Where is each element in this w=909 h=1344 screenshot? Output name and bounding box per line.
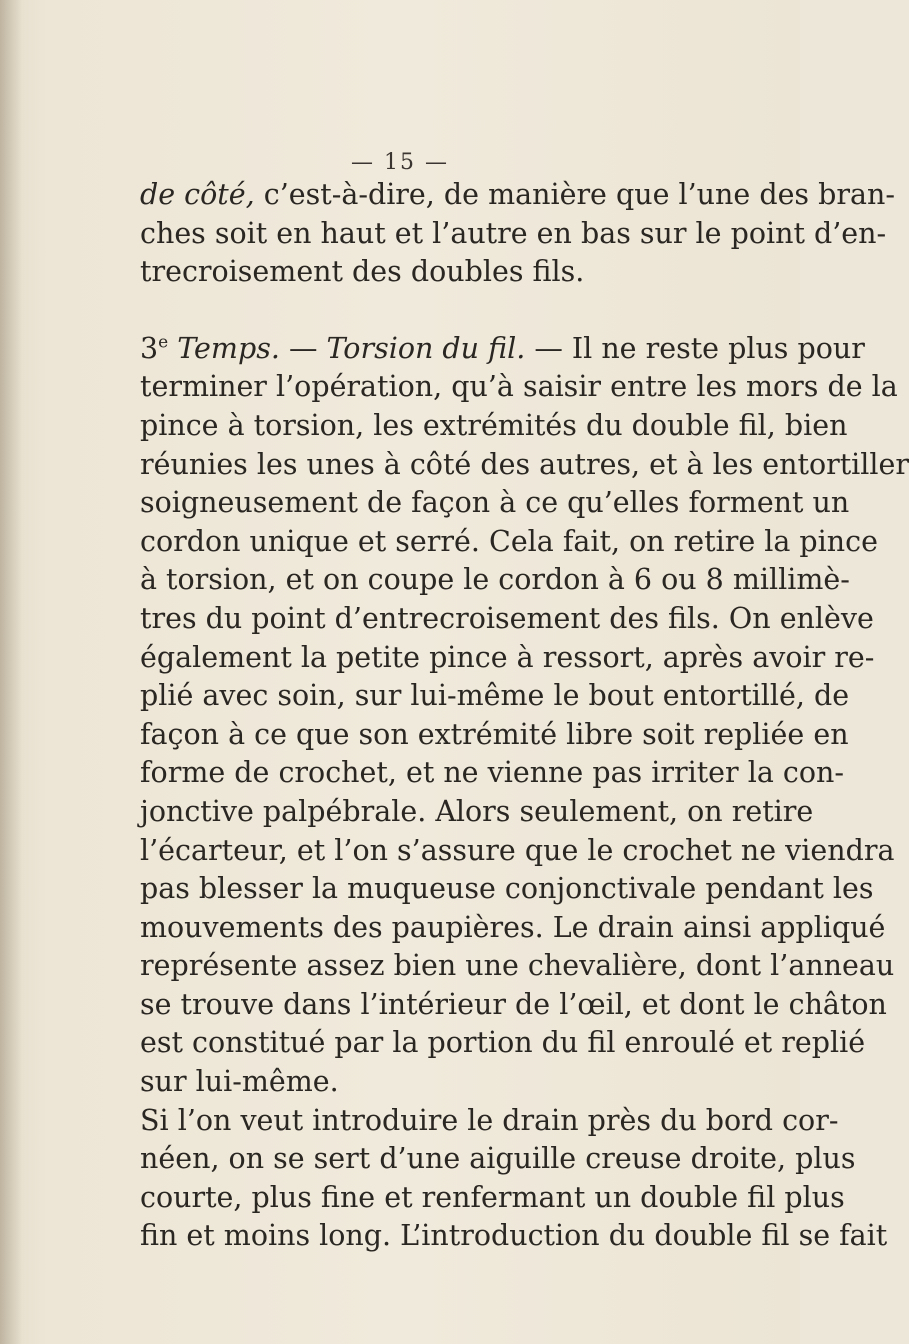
spine-shadow	[0, 0, 22, 1344]
text-line: fin et moins long. L’introduction du double fil se fait	[140, 1219, 888, 1253]
text-line: pince à torsion, les extrémités du double fil, bien	[140, 408, 848, 442]
paragraph-2	[140, 330, 909, 1102]
paragraph-3	[140, 1102, 888, 1256]
text-line: tres du point d’entrecroisement des fils. On enlève	[140, 601, 874, 635]
text-line: cordon unique et serré. Cela fait, on retire la pince	[140, 524, 878, 558]
section-heading-line	[140, 330, 865, 369]
text-line: courte, plus fine et renfermant un double fil plus	[140, 1180, 845, 1214]
dash: —	[279, 331, 327, 365]
text-line: néen, on se sert d’une aiguille creuse droite, plus	[140, 1142, 856, 1176]
text-line: mouvements des paupières. Le drain ainsi appliqué	[140, 910, 886, 944]
text-span: c’est-à-dire, de manière que l’une des bran-	[254, 178, 895, 211]
text-line: jonctive palpébrale. Alors seulement, on retire	[140, 794, 814, 828]
text-line: l’écarteur, et l’on s’assure que le crochet ne viendra	[140, 833, 895, 867]
heading-italic-temps: Temps.	[177, 331, 280, 365]
text-line: plié avec soin, sur lui-même le bout entortillé, de	[140, 679, 850, 713]
text-line: réunies les unes à côté des autres, et à les entortiller	[140, 447, 909, 481]
paragraph-gap	[140, 292, 724, 330]
text-line: terminer l’opération, qu’à saisir entre les mors de la	[140, 370, 898, 404]
text-line: est constitué par la portion du fil enroulé et replié	[140, 1026, 866, 1060]
text-line: se trouve dans l’intérieur de l’œil, et dont le châton	[140, 987, 887, 1021]
ordinal-suffix: e	[158, 332, 169, 353]
text-line: pas blesser la muqueuse conjonctivale pendant les	[140, 872, 874, 906]
text-line: à torsion, et on coupe le cordon à 6 ou 8 millimè-	[140, 563, 850, 597]
italic-phrase: de côté,	[140, 178, 255, 211]
text-line: forme de crochet, et ne vienne pas irriter la con-	[140, 756, 844, 790]
page-number: — 15 —	[351, 150, 449, 175]
step-number: 3	[140, 331, 159, 365]
paragraph-1	[140, 176, 895, 292]
text-line: trecroisement des doubles fils.	[140, 255, 585, 289]
body-text	[140, 176, 909, 1256]
text-line: représente assez bien une chevalière, dont l’anneau	[140, 949, 895, 983]
text-line	[140, 176, 895, 215]
text-line: ches soit en haut et l’autre en bas sur le point d’en-	[140, 216, 887, 250]
text-line: sur lui-même.	[140, 1065, 339, 1099]
dash: —	[525, 331, 572, 365]
paragraph-2-lines	[140, 368, 909, 1101]
text-span: Il ne reste plus pour	[571, 331, 865, 365]
text-line: également la petite pince à ressort, après avoir re-	[140, 640, 875, 674]
text-line: Si l’on veut introduire le drain près du bord cor-	[140, 1103, 839, 1137]
heading-italic-torsion: Torsion du fil.	[326, 331, 526, 365]
text-line: soigneusement de façon à ce qu’elles forment un	[140, 486, 850, 520]
text-line: façon à ce que son extrémité libre soit repliée en	[140, 717, 849, 751]
